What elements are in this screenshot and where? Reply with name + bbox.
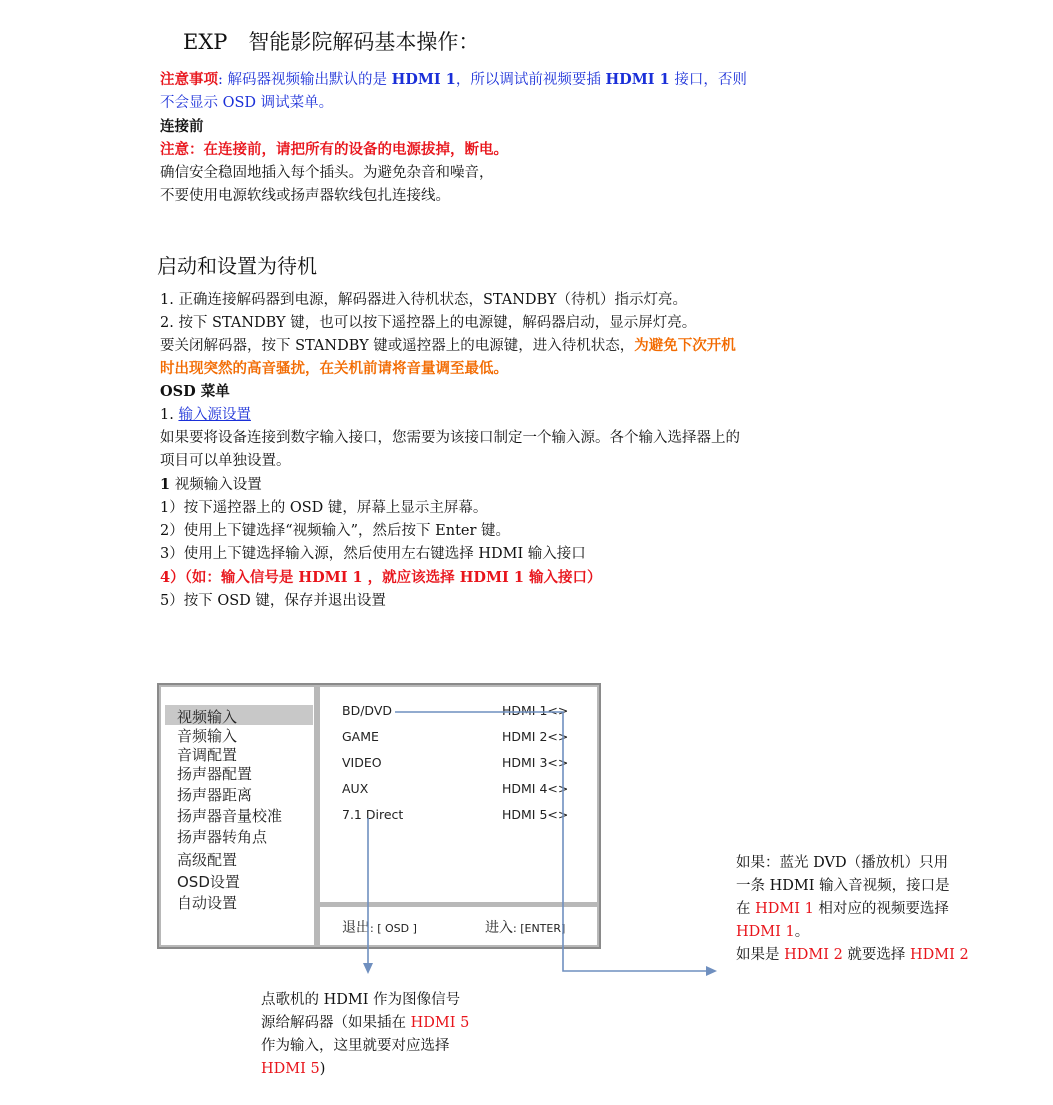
- osd-step-1: 1）按下遥控器上的 OSD 键，屏幕上显示主屏幕。: [160, 500, 488, 516]
- menu-item-audio-input: 音频输入: [177, 727, 238, 745]
- source-port: HDMI 2<>: [502, 729, 569, 744]
- note-bottom-text: 源给解码器（如果插在: [261, 1015, 411, 1031]
- before-connect-heading: 连接前: [160, 118, 204, 135]
- osd-step-4: 4）（如：输入信号是 HDMI 1 ，就应该选择 HDMI 1 输入接口）: [160, 569, 602, 586]
- notice-sep: :: [218, 72, 228, 88]
- note-right-line-3: [736, 898, 969, 921]
- video-input-settings-text: 视频输入设置: [170, 477, 262, 493]
- power-off-text: 要关闭解码器，按下 STANDBY 键或遥控器上的电源键，进入待机状态，: [160, 338, 635, 354]
- note-right: [736, 852, 969, 967]
- menu-item-speaker-distance: 扬声器距离: [177, 786, 253, 804]
- menu-item-speaker-level: 扬声器音量校准: [177, 807, 283, 825]
- source-name: VIDEO: [342, 755, 382, 770]
- notice-hdmi-1a: HDMI 1: [391, 71, 456, 88]
- note-right-line-2: 一条 HDMI 输入音视频，接口是: [736, 878, 950, 894]
- source-name: GAME: [342, 729, 379, 744]
- note-right-hdmi: HDMI 2: [784, 947, 843, 963]
- note-bottom-line-2: [261, 1012, 469, 1035]
- notice-hdmi-1b: HDMI 1: [605, 71, 670, 88]
- startup-step-1: 1. 正确连接解码器到电源，解码器进入待机状态，STANDBY（待机）指示灯亮。: [160, 292, 688, 308]
- source-name: BD/DVD: [342, 703, 392, 718]
- note-right-hdmi: HDMI 2: [910, 947, 969, 963]
- arrow-head-right-icon: [706, 966, 717, 976]
- osd-desc-1: 如果要将设备连接到数字输入接口，您需要为该接口制定一个输入源。各个输入选择器上的: [160, 430, 740, 446]
- enter-label: 进入: [485, 920, 513, 936]
- note-right-text: 相对应的视频要选择: [813, 901, 949, 917]
- exit-label: 退出: [342, 920, 370, 936]
- page-title: EXP 智能影院解码基本操作：: [183, 30, 480, 54]
- notice-line-2: 不会显示 OSD 调试菜单。: [160, 95, 334, 111]
- note-right-text: 在: [736, 901, 756, 917]
- before-connect-line-1: 确信安全稳固地插入每个插头。为避免杂音和噪音，: [160, 165, 494, 181]
- note-right-text: 。: [794, 924, 810, 940]
- note-right-line-4: [736, 921, 969, 944]
- note-right-text: 如果是: [736, 947, 785, 963]
- note-right-hdmi: HDMI 1: [736, 924, 795, 940]
- before-connect-line-2: 不要使用电源软线或扬声器软线包扎连接线。: [160, 188, 450, 204]
- source-port: HDMI 3<>: [502, 755, 569, 770]
- power-off-warning-1: 为避免下次开机: [634, 337, 736, 354]
- note-bottom-hdmi: HDMI 5: [410, 1015, 470, 1031]
- source-name: AUX: [342, 781, 369, 796]
- input-source-settings-link[interactable]: 输入源设置: [178, 407, 251, 423]
- notice-label: 注意事项: [160, 71, 218, 88]
- note-right-hdmi: HDMI 1: [755, 901, 814, 917]
- note-right-text: 就要选择: [842, 947, 911, 963]
- startup-step-2: 2. 按下 STANDBY 键，也可以按下遥控器上的电源键，解码器启动，显示屏灯亮。: [160, 315, 697, 331]
- power-warning: 注意：在连接前，请把所有的设备的电源拔掉，断电。: [160, 141, 508, 158]
- note-bottom-line-1: 点歌机的 HDMI 作为图像信号: [261, 992, 461, 1008]
- menu-item-tone: 音调配置: [177, 746, 238, 764]
- note-bottom: [261, 989, 469, 1081]
- power-off-warning-2: 时出现突然的高音骚扰，在关机前请将音量调至最低。: [160, 360, 508, 377]
- source-port: HDMI 1<>: [502, 703, 569, 718]
- menu-item-speaker-config: 扬声器配置: [177, 765, 253, 783]
- osd-step-2: 2）使用上下键选择“视频输入”，然后按下 Enter 键。: [160, 523, 511, 539]
- menu-item-osd-settings: OSD设置: [177, 873, 240, 891]
- menu-item-video-input: 视频输入: [177, 708, 238, 726]
- note-right-line-1: 如果：蓝光 DVD（播放机）只用: [736, 855, 949, 871]
- arrow-bd-dvd: [395, 712, 706, 971]
- enter-key: : [ENTER]: [513, 922, 566, 935]
- osd-step-3: 3）使用上下键选择输入源，然后使用左右键选择 HDMI 输入接口: [160, 546, 586, 562]
- startup-heading: 启动和设置为待机: [157, 254, 317, 278]
- note-right-line-5: [736, 944, 969, 967]
- osd-item-number: 1.: [160, 407, 174, 423]
- note-bottom-hdmi: HDMI 5: [261, 1061, 320, 1077]
- notice-text-1: 解码器视频输出默认的是: [227, 72, 392, 88]
- menu-item-advanced: 高级配置: [177, 851, 238, 869]
- exit-key: : [ OSD ]: [370, 922, 417, 935]
- notice-text-3: 接口，否则: [669, 72, 747, 88]
- source-port: HDMI 4<>: [502, 781, 569, 796]
- source-port: HDMI 5<>: [502, 807, 569, 822]
- source-name: 7.1 Direct: [342, 807, 404, 822]
- menu-item-speaker-crossover: 扬声器转角点: [177, 828, 268, 846]
- arrow-head-down-icon: [363, 963, 373, 974]
- osd-step-5: 5）按下 OSD 键，保存并退出设置: [160, 593, 386, 609]
- osd-heading: OSD 菜单: [160, 383, 230, 400]
- video-input-settings-number: 1: [160, 476, 171, 493]
- osd-desc-2: 项目可以单独设置。: [160, 453, 291, 469]
- notice-text-2: ，所以调试前视频要插: [455, 72, 606, 88]
- note-bottom-line-4: [261, 1058, 469, 1081]
- note-bottom-line-3: 作为输入，这里就要对应选择: [261, 1038, 450, 1054]
- menu-item-auto-setup: 自动设置: [177, 894, 238, 912]
- note-bottom-text: ): [319, 1061, 326, 1077]
